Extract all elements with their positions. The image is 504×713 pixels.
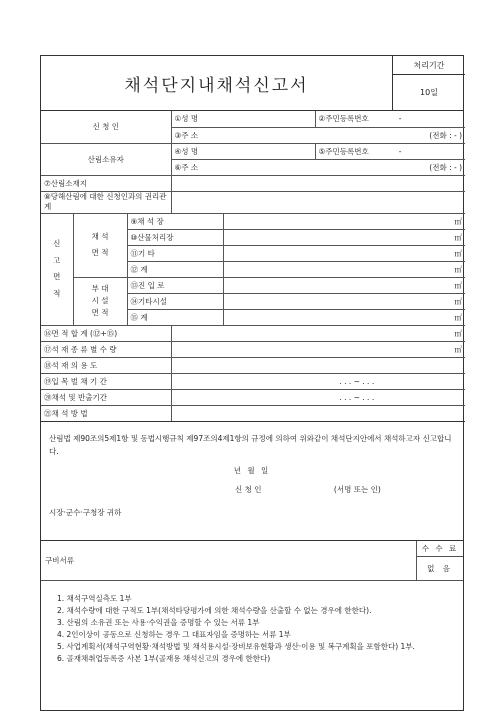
recipient: 시장·군수·구청장 귀하 (49, 507, 122, 517)
applicant-rrn-label: ②주민등록번호 (318, 114, 369, 124)
declaration-section (41, 422, 463, 541)
facility-item-value[interactable]: ㎡ (223, 277, 465, 293)
owner-rrn-cell[interactable]: ⑤주민등록번호 - (315, 143, 465, 159)
applicant-phone: (전화 : - ) (429, 130, 463, 140)
documents-list (41, 581, 463, 665)
document-item: 2. 채석수량에 대한 구적도 1부(채석타당평가에 의한 채석수량을 산출할 수 없는 경우에 한한다). (57, 605, 372, 615)
applicant-name-label: ①성 명 (171, 111, 315, 127)
facility-item-value[interactable]: ㎡ (223, 293, 465, 309)
facility-item-label: ⑬진 입 로 (127, 277, 223, 293)
facility-area-label: 부 대 시 설 면 적 (73, 277, 127, 325)
quarry-item-label: ⑪기 타 (127, 245, 223, 261)
processing-period-value: 10일 (420, 88, 438, 97)
document-item: 4. 2인이상이 공동으로 신청하는 경우 그 대표자임을 증명하는 서류 1부 (57, 629, 291, 639)
facility-item-label: ⑭기타시설 (127, 293, 223, 309)
quarry-item-value[interactable]: ㎡ (223, 261, 465, 277)
owner-address-cell[interactable] (171, 159, 465, 175)
quarry-method-value[interactable] (171, 405, 465, 421)
applicant-address-label: ③주 소 (174, 130, 199, 140)
document-item: 5. 사업계획서(채석구역현황·채석방법 및 채석용시설·장비보유현황과 생산·이용 및 복구계획을 포함한다) 1부. (57, 641, 415, 651)
quarry-period-label: ⑳채석 및 반출기간 (41, 389, 171, 405)
form-title: 채석단지내채석신고서 (41, 56, 393, 111)
quarry-area-label: 채 석 면 적 (73, 213, 127, 277)
felling-period-value[interactable]: . . . ~ . . . (171, 373, 465, 389)
quarry-item-label: ⑨채 석 장 (127, 213, 223, 229)
fee-value: 없 음 (427, 563, 453, 573)
document-item: 3. 산림의 소유권 또는 사용·수익권을 증명할 수 있는 서류 1부 (57, 617, 260, 627)
quarry-item-value[interactable]: ㎡ (223, 213, 465, 229)
fee-label: 수 수 료 (417, 541, 463, 557)
stone-quantity-label: ⑰석 재 종 류 별 수 량 (41, 341, 171, 357)
applicant-label: 신 청 인 (41, 111, 171, 143)
owner-address-label: ⑥주 소 (174, 162, 199, 172)
report-area-label: 신 고 면 적 (41, 213, 73, 325)
quarry-item-label: ⑩산물처리장 (127, 229, 223, 245)
stone-quantity-value[interactable]: ㎥ (171, 341, 465, 357)
form-header (41, 56, 463, 111)
fee-box (417, 541, 463, 580)
stone-use-label: ⑱석 재 의 용 도 (41, 357, 171, 373)
facility-item-value[interactable]: ㎡ (223, 309, 465, 325)
declaration-date[interactable]: 년 월 일 (233, 465, 271, 475)
report-form (40, 55, 464, 711)
facility-item-label: ⑮ 계 (127, 309, 223, 325)
processing-period-box (393, 56, 465, 111)
declaration-text: 산림법 제90조의5제1항 및 동법시행규칙 제97조의4제1항의 규정에 의하여 위와같이 채석단지안에서 채석하고자 신고합니다. (49, 433, 452, 456)
owner-phone: (전화 : - ) (429, 162, 463, 172)
location-value[interactable] (171, 175, 465, 191)
signature-line (49, 483, 455, 496)
document-item: 1. 채석구역실측도 1부 (57, 593, 132, 603)
document-item: 6. 골재채취업등록증 사본 1부(골재용 채석신고의 경우에 한한다) (57, 653, 271, 663)
applicant-rrn-cell[interactable]: ②주민등록번호 - (315, 111, 465, 127)
quarry-item-value[interactable]: ㎡ (223, 229, 465, 245)
quarry-item-label: ⑫ 계 (127, 261, 223, 277)
documents-header (41, 541, 463, 581)
signer-label: 신 청 인 (235, 484, 262, 494)
total-area-label: ⑯면 적 합 계 (⑫+⑮) (41, 325, 171, 341)
owner-rrn-label: ⑤주민등록번호 (318, 146, 369, 156)
documents-label: 구비서류 (41, 541, 417, 580)
processing-period-label: 처리기간 (393, 56, 465, 75)
location-label: ⑦산림소재지 (41, 175, 171, 191)
felling-period-label: ⑲입 목 벌 채 기 간 (41, 373, 171, 389)
quarry-method-label: ㉑채 석 방 법 (41, 405, 171, 421)
total-area-value[interactable]: ㎡ (171, 325, 465, 341)
owner-name-label: ④성 명 (171, 143, 315, 159)
quarry-period-value[interactable]: . . . ~ . . . (171, 389, 465, 405)
stone-use-value[interactable] (171, 357, 465, 373)
form-fields-table (41, 111, 465, 422)
applicant-address-cell[interactable] (171, 127, 465, 143)
rights-value[interactable] (171, 191, 465, 213)
quarry-item-value[interactable]: ㎡ (223, 245, 465, 261)
signature-field[interactable]: (서명 또는 인) (333, 484, 381, 494)
owner-label: 산림소유자 (41, 143, 171, 175)
rights-label: ⑧당해산림에 대한 신청인과의 권리관계 (41, 191, 171, 213)
